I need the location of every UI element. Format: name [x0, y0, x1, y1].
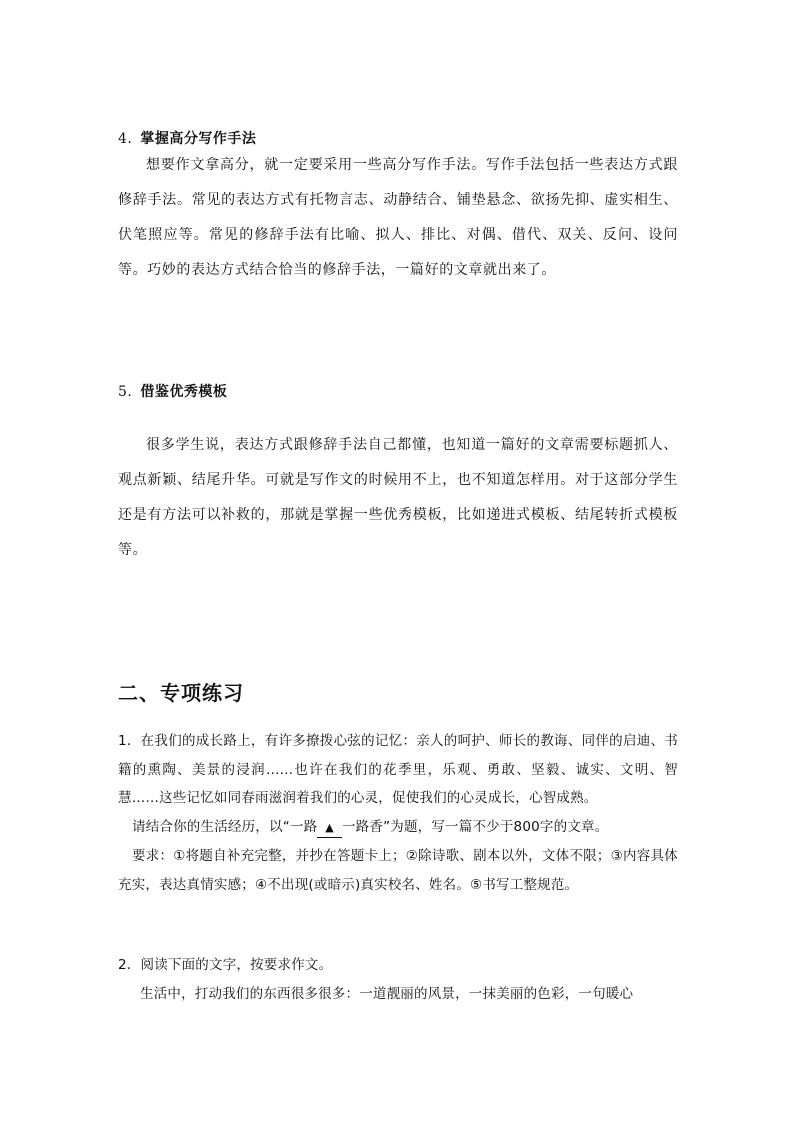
title-blank: [317, 819, 342, 838]
subheading-number: 4.: [118, 131, 133, 147]
paragraph-excellent-templates: 很多学生说，表达方式跟修辞手法自己都懂，也知道一篇好的文章需要标题抓人、观点新颖、结尾升华。可就是写作文的时候用不上，也不知道怎样用。对于这部分学生还是有方法可以补救的，那就是掌握一些优秀模板，比如递进式模板、结尾转折式模板等。: [118, 437, 678, 558]
subheading-title: 掌握高分写作手法: [140, 131, 257, 147]
prompt-text-before: 请结合你的生活经历，以“一路: [132, 819, 318, 835]
subheading-item-4: [118, 128, 678, 148]
exercise-2-intro: 2．阅读下面的文字，按要求作文。: [118, 957, 333, 973]
exercise-1-requirements: 要求：①将题自补充完整，并抄在答题卡上；②除诗歌、剧本以外，文体不限；③内容具体充实，表达真情实感；④不出现(或暗示)真实校名、姓名。⑤书写工整规范。: [118, 848, 678, 893]
section-title: 二、专项练习: [118, 681, 244, 705]
exercise-1-prompt: [118, 813, 678, 842]
blank-triangle-icon: ▲: [325, 821, 334, 834]
subheading-number: 5.: [118, 384, 133, 400]
exercise-2-body: 生活中，打动我们的东西很多很多：一道靓丽的风景，一抹美丽的色彩，一句暖心: [140, 986, 634, 1002]
prompt-text-after: 一路香”为题，写一篇不少于800字的文章。: [341, 819, 609, 835]
subheading-title: 借鉴优秀模板: [140, 384, 228, 400]
subheading-item-5: [118, 381, 678, 401]
exercise-1-intro: 1．在我们的成长路上，有许多撩拨心弦的记忆：亲人的呵护、师长的教诲、同伴的启迪、书籍的熏陶、美景的浸润……也许在我们的花季里，乐观、勇敢、坚毅、诚实、文明、智慧……这些记忆如同春雨滋润着我们的心灵，促使我们的心灵成长，心智成熟。: [118, 733, 678, 806]
paragraph-writing-techniques: 想要作文拿高分，就一定要采用一些高分写作手法。写作手法包括一些表达方式跟修辞手法。常见的表达方式有托物言志、动静结合、铺垫悬念、欲扬先抑、虚实相生、伏笔照应等。常见的修辞手法有比喻、拟人、排比、对偶、借代、双关、反问、设问等。巧妙的表达方式结合恰当的修辞手法，一篇好的文章就出来了。: [118, 157, 678, 278]
